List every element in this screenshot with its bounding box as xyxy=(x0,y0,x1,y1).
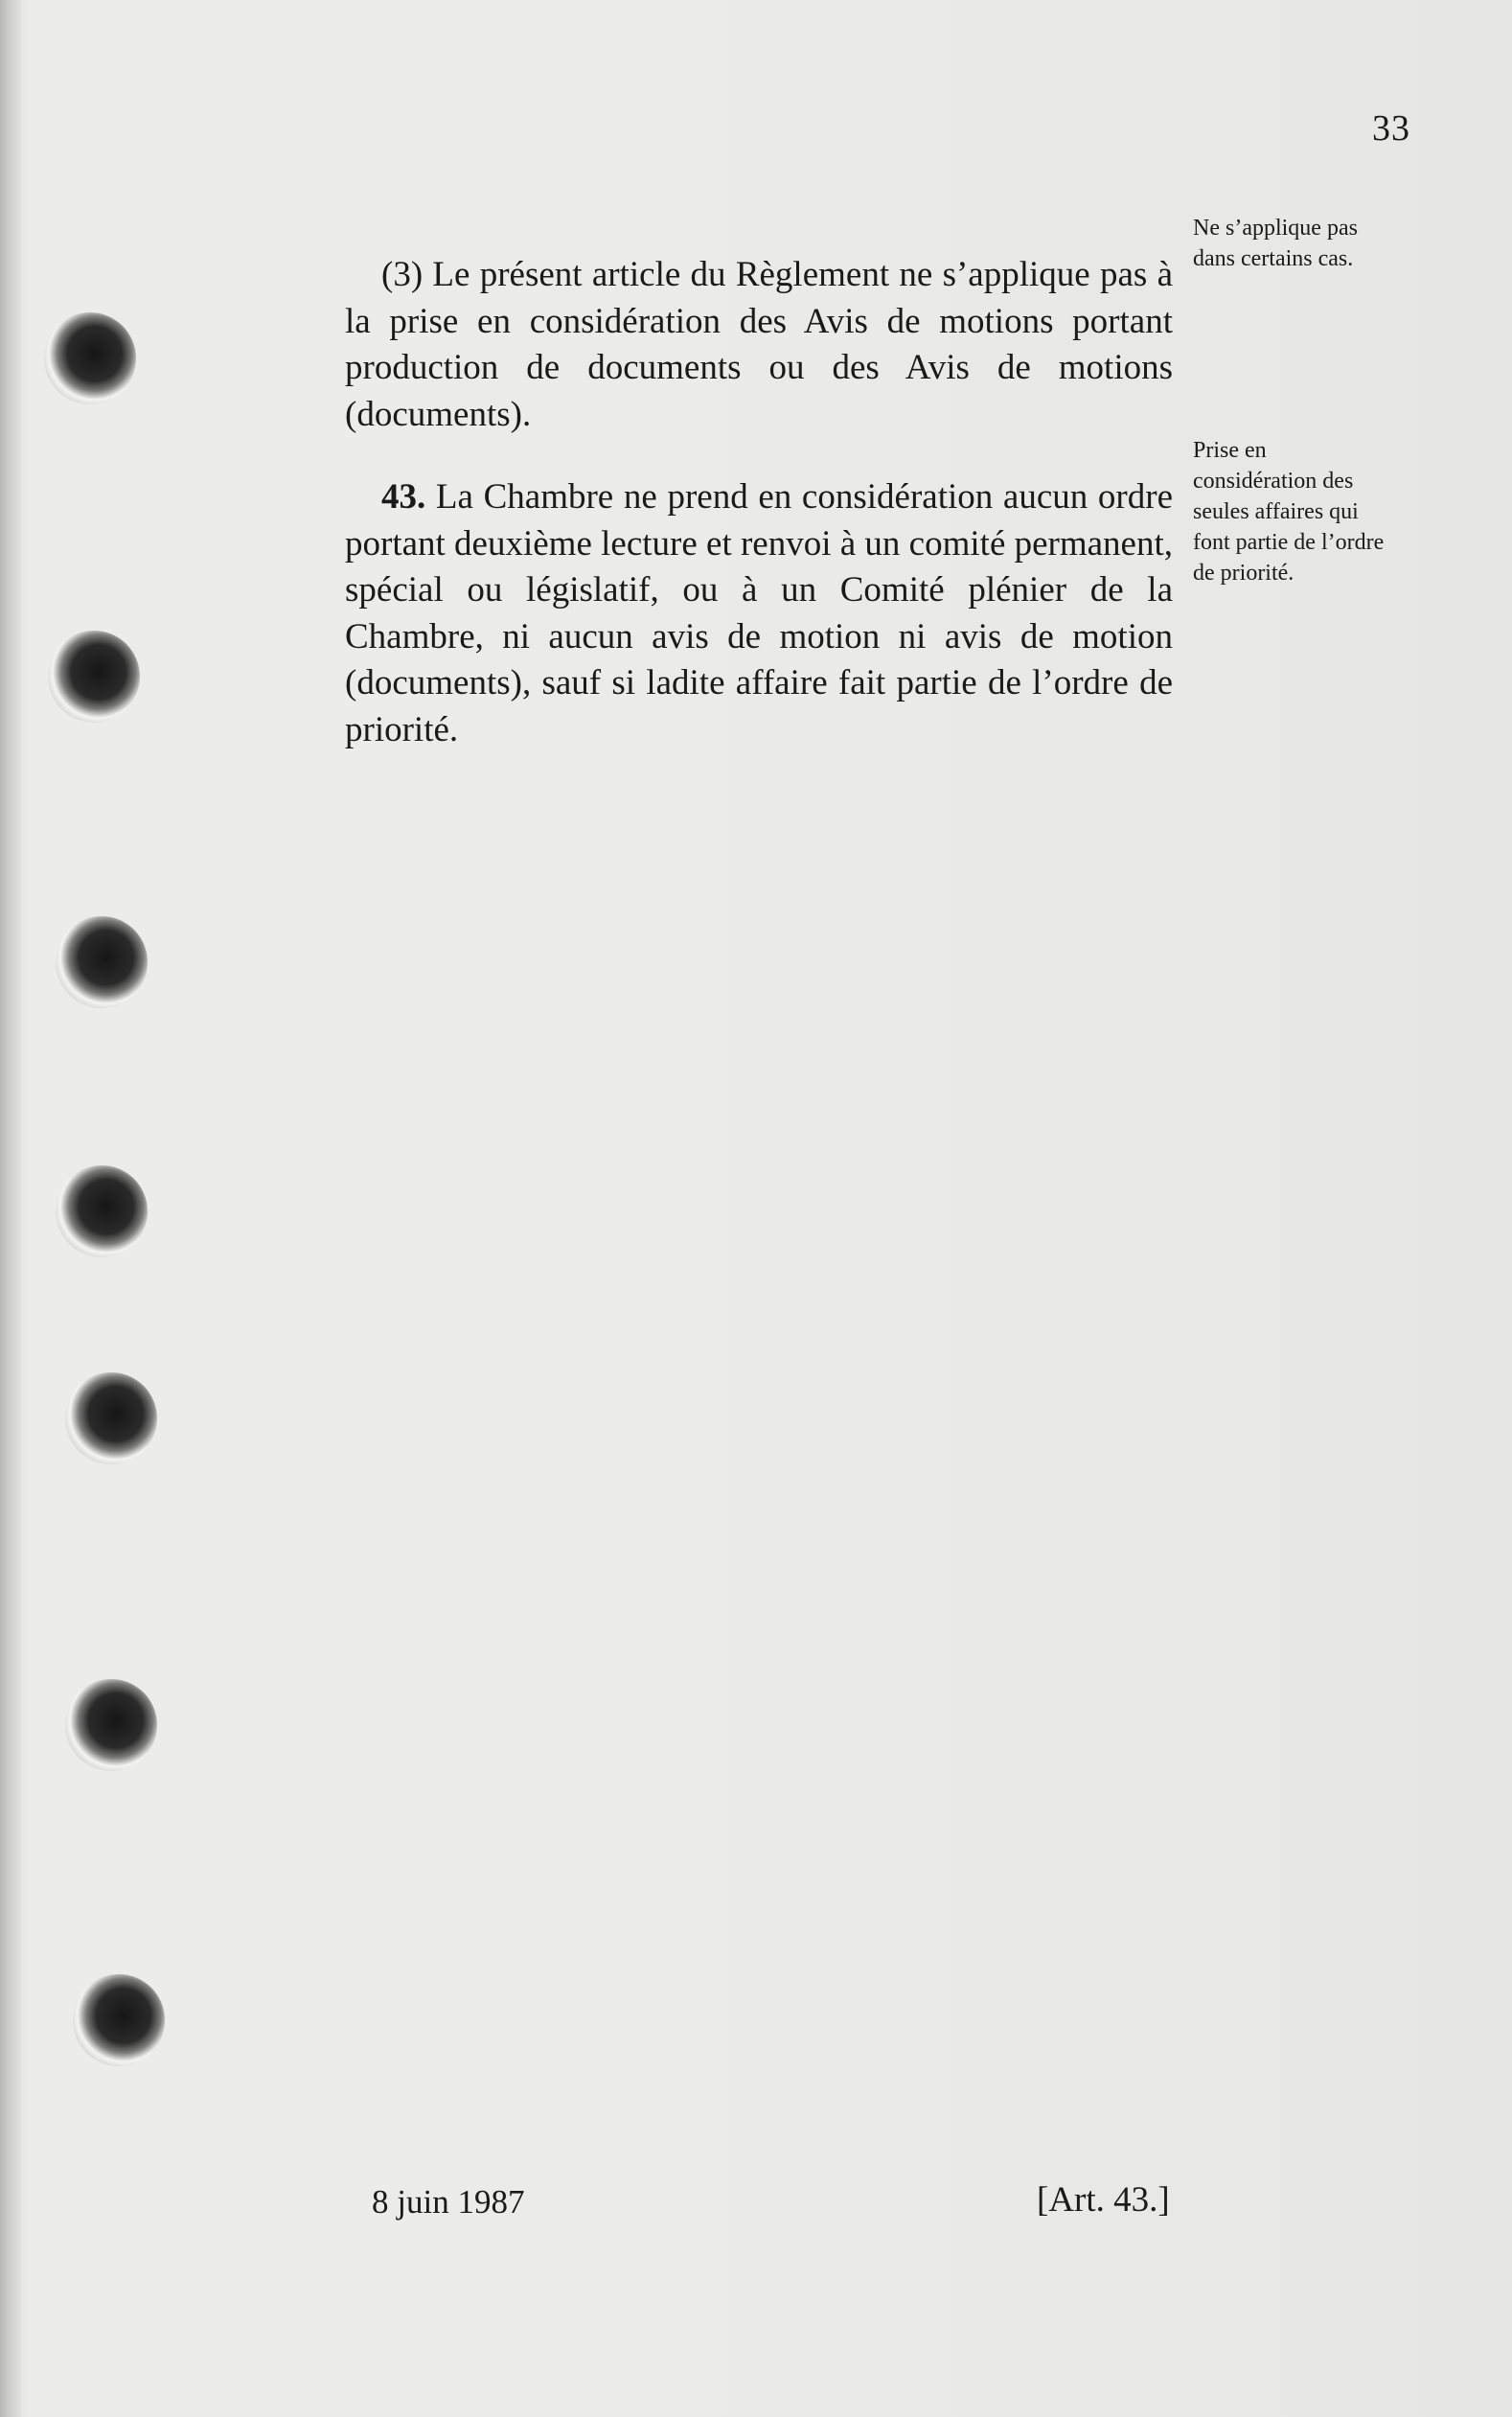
article-43-paragraph xyxy=(345,474,1173,753)
article-number: 43. xyxy=(381,477,426,517)
punch-hole xyxy=(56,1165,148,1257)
punch-hole xyxy=(56,916,148,1008)
page-number: 33 xyxy=(1372,108,1410,149)
punch-hole xyxy=(65,1679,157,1771)
punch-hole xyxy=(48,631,140,723)
punch-hole xyxy=(73,1974,165,2066)
binding-edge xyxy=(0,0,21,2417)
article-43-text: La Chambre ne prend en considération aucun ordre portant deuxième lecture et renvoi à un comité permanent, spécial ou législatif, ou à un Comité plénier de la Chambre, ni aucun avis de motion ni avis de motion (documents), sauf si ladite affaire fait partie de l’ordre de priorité. xyxy=(345,477,1174,749)
punch-hole xyxy=(44,312,136,404)
margin-note-exception: Ne s’applique pas dans certains cas. xyxy=(1193,216,1358,271)
paragraph-3: (3) Le présent article du Règlement ne s’applique pas à la prise en considération des Avis de motions portant production de documents ou des Avis de motions (documents). xyxy=(345,255,1173,434)
punch-hole xyxy=(65,1372,157,1464)
footer-date: 8 juin 1987 xyxy=(372,2183,525,2221)
margin-note-priority: Prise en considération des seules affaires qui font partie de l’ordre de priorité. xyxy=(1193,438,1385,586)
footer-article-reference: [Art. 43.] xyxy=(1037,2180,1170,2220)
